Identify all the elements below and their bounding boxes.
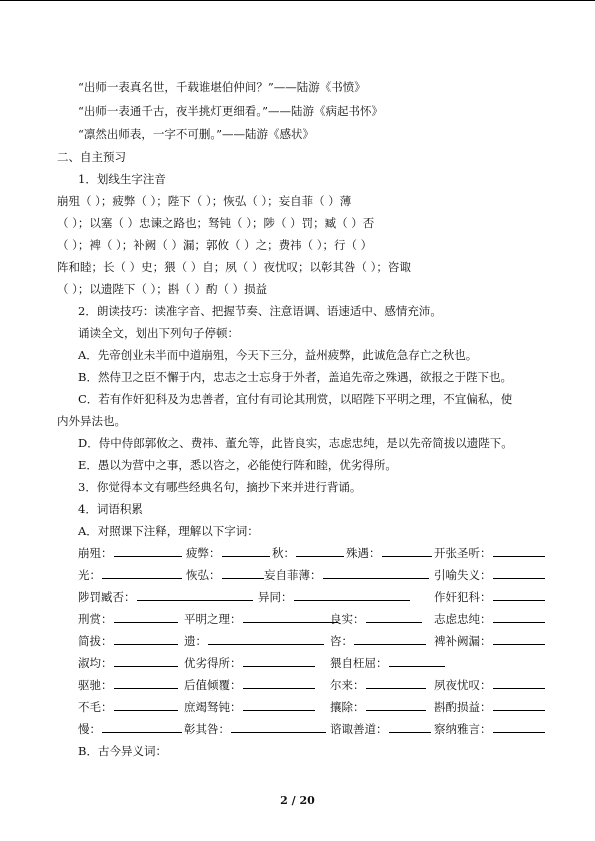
answer-blank[interactable] bbox=[493, 568, 545, 579]
answer-blank[interactable] bbox=[493, 700, 545, 711]
vocab-term: 作奸犯科： bbox=[434, 590, 492, 604]
quote-1: “出师一表真名世，千载谁堪伯仲间？”——陆游《书愤》 bbox=[78, 80, 366, 94]
vocab-term: 后值倾覆： bbox=[184, 678, 242, 692]
item-4-title: 4．词语积累 bbox=[78, 502, 143, 516]
quote-3: “凛然出师表，一字不可删。”——陆游《感状》 bbox=[78, 127, 315, 141]
section-title: 二、自主预习 bbox=[57, 150, 126, 164]
item-2-subtitle: 诵读全文，划出下列句子停顿： bbox=[78, 326, 239, 340]
answer-blank[interactable] bbox=[493, 678, 545, 689]
vocab-term: 光： bbox=[78, 568, 101, 582]
pinyin-line-5: （ ）；以遗陛下（ ）；斟（ ）酌（ ）损益 bbox=[57, 282, 268, 296]
vocab-term: 遗： bbox=[184, 634, 207, 648]
vocab-term: 谘诹善道： bbox=[330, 722, 388, 736]
answer-blank[interactable] bbox=[389, 656, 445, 667]
vocab-term: 良实： bbox=[330, 612, 365, 626]
answer-blank[interactable] bbox=[243, 678, 315, 689]
item-4-b: B．古今异义词： bbox=[78, 744, 167, 758]
answer-blank[interactable] bbox=[114, 656, 178, 667]
vocab-term: 庶竭驽钝： bbox=[184, 700, 242, 714]
vocab-term: 崩殂： bbox=[78, 546, 113, 560]
answer-blank[interactable] bbox=[366, 678, 426, 689]
vocab-term: 驱驰： bbox=[78, 678, 113, 692]
answer-blank[interactable] bbox=[354, 634, 426, 645]
answer-blank[interactable] bbox=[493, 590, 545, 601]
vocab-term: 淑均： bbox=[78, 656, 113, 670]
answer-blank[interactable] bbox=[102, 722, 182, 733]
vocab-term: 不毛： bbox=[78, 700, 113, 714]
answer-blank[interactable] bbox=[296, 546, 344, 557]
pinyin-line-2: （ ）；以塞（ ）忠谏之路也；驽钝（ ）；陟（ ）罚；臧（ ）否 bbox=[57, 216, 375, 230]
sentence-c-cont: 内外异法也。 bbox=[57, 414, 126, 428]
answer-blank[interactable] bbox=[222, 546, 270, 557]
pinyin-line-4: 阵和睦；长（ ）史；猥（ ）自；夙（ ）夜忧叹；以彰其咎（ ）；咨诹 bbox=[57, 260, 411, 274]
vocab-term: 恢弘： bbox=[186, 568, 221, 582]
answer-blank[interactable] bbox=[493, 634, 545, 645]
answer-blank[interactable] bbox=[114, 612, 178, 623]
vocab-term: 开张圣听： bbox=[434, 546, 492, 560]
vocab-term: 猥自枉屈： bbox=[330, 656, 388, 670]
pinyin-line-3: （ ）；裨（ ）；补阙（ ）漏；郭攸（ ）之；费祎（ ）；行（ ） bbox=[57, 238, 373, 252]
sentence-b: B．然侍卫之臣不懈于内，忠志之士忘身于外者，盖追先帝之殊遇，欲报之于陛下也。 bbox=[78, 370, 512, 384]
vocab-term: 妄自菲薄： bbox=[264, 568, 322, 582]
answer-blank[interactable] bbox=[366, 612, 422, 623]
item-1-title: 1．划线生字注音 bbox=[78, 172, 166, 186]
answer-blank[interactable] bbox=[222, 568, 264, 579]
answer-blank[interactable] bbox=[493, 722, 545, 733]
answer-blank[interactable] bbox=[382, 546, 432, 557]
answer-blank[interactable] bbox=[493, 546, 545, 557]
answer-blank[interactable] bbox=[243, 612, 338, 623]
answer-blank[interactable] bbox=[114, 700, 178, 711]
vocab-term: 陟罚臧否： bbox=[78, 590, 136, 604]
answer-blank[interactable] bbox=[114, 678, 178, 689]
answer-blank[interactable] bbox=[137, 590, 253, 601]
answer-blank[interactable] bbox=[231, 722, 326, 733]
pinyin-line-1: 崩殂（ ）；疲弊（ ）；陛下（ ）；恢弘（ ）；妄自菲（ ）薄 bbox=[57, 194, 352, 208]
answer-blank[interactable] bbox=[102, 568, 182, 579]
answer-blank[interactable] bbox=[114, 634, 178, 645]
vocab-term: 裨补阙漏： bbox=[434, 634, 492, 648]
vocab-term: 夙夜忧叹： bbox=[434, 678, 492, 692]
quote-2: “出师一表通千古，夜半挑灯更细看。”——陆游《病起书怀》 bbox=[78, 104, 384, 118]
vocab-term: 察纳雅言： bbox=[434, 722, 492, 736]
vocab-term: 平明之理： bbox=[184, 612, 242, 626]
sentence-d: D．侍中侍郎郭攸之、费祎、董允等，此皆良实，志虑忠纯，是以先帝简拔以遗陛下。 bbox=[78, 436, 513, 450]
vocab-term: 攘除： bbox=[330, 700, 365, 714]
vocab-term: 彰其咎： bbox=[184, 722, 230, 736]
vocab-term: 咨： bbox=[330, 634, 353, 648]
answer-blank[interactable] bbox=[114, 546, 182, 557]
vocab-term: 异同： bbox=[258, 590, 293, 604]
vocab-term: 引喻失义： bbox=[434, 568, 492, 582]
item-4-a: A．对照课下注释，理解以下字词： bbox=[78, 524, 259, 538]
vocab-term: 简拔： bbox=[78, 634, 113, 648]
vocab-term: 优劣得所： bbox=[184, 656, 242, 670]
sentence-a: A．先帝创业未半而中道崩殂，今天下三分，益州疲弊，此诚危急存亡之秋也。 bbox=[78, 348, 478, 362]
answer-blank[interactable] bbox=[243, 700, 315, 711]
answer-blank[interactable] bbox=[323, 568, 429, 579]
answer-blank[interactable] bbox=[243, 656, 315, 667]
vocab-term: 尔来： bbox=[330, 678, 365, 692]
item-2-title: 2．朗读技巧：读准字音、把握节奏、注意语调、语速适中、感情充沛。 bbox=[78, 304, 442, 318]
answer-blank[interactable] bbox=[389, 722, 431, 733]
answer-blank[interactable] bbox=[493, 612, 545, 623]
vocab-term: 殊遇： bbox=[346, 546, 381, 560]
vocab-term: 志虑忠纯： bbox=[434, 612, 492, 626]
page-number: 2 / 20 bbox=[280, 794, 315, 807]
vocab-term: 刑赏： bbox=[78, 612, 113, 626]
vocab-term: 秋： bbox=[272, 546, 295, 560]
vocab-term: 慢： bbox=[78, 722, 101, 736]
vocab-term: 疲弊： bbox=[186, 546, 221, 560]
answer-blank[interactable] bbox=[208, 634, 324, 645]
answer-blank[interactable] bbox=[366, 700, 426, 711]
sentence-e: E．愚以为营中之事，悉以咨之，必能使行阵和睦，优劣得所。 bbox=[78, 458, 397, 472]
item-3-title: 3．你觉得本文有哪些经典名句，摘抄下来并进行背诵。 bbox=[78, 480, 362, 494]
sentence-c: C．若有作奸犯科及为忠善者，宜付有司论其刑赏，以昭陛下平明之理，不宜偏私，使 bbox=[78, 392, 513, 406]
vocab-term: 斟酌损益： bbox=[434, 700, 492, 714]
answer-blank[interactable] bbox=[294, 590, 410, 601]
